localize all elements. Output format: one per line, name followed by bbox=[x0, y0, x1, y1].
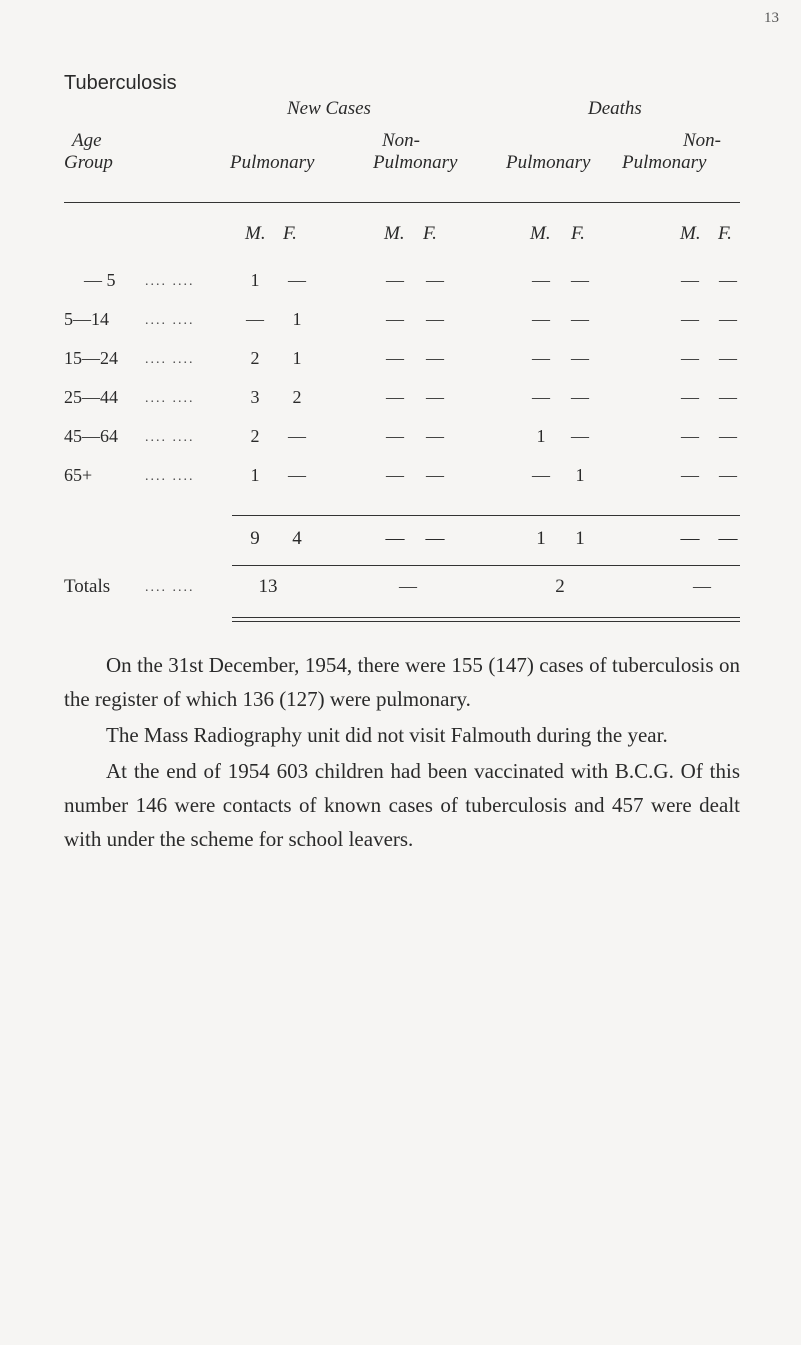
table-cell: — bbox=[719, 348, 737, 368]
table-cell: — bbox=[386, 465, 404, 485]
table-cell: — bbox=[719, 309, 737, 329]
total-deaths-pulmonary: 2 bbox=[555, 576, 565, 597]
table-cell: — bbox=[681, 270, 699, 290]
table-cell: — bbox=[426, 309, 444, 329]
table-cell: — bbox=[571, 309, 589, 329]
header-pulmonary-2: Pulmonary bbox=[506, 152, 591, 173]
total-new-non-pulmonary: — bbox=[399, 576, 417, 596]
header-pulmonary-1: Pulmonary bbox=[230, 152, 315, 173]
table-cell: 2 bbox=[292, 387, 302, 407]
subtotal-cell: — bbox=[680, 528, 700, 549]
double-rule-bottom bbox=[232, 621, 740, 622]
leader-dots: .... .... bbox=[145, 313, 195, 328]
table-cell: — bbox=[719, 387, 737, 407]
table-cell: 1 bbox=[536, 426, 546, 446]
section-title: Tuberculosis bbox=[64, 72, 177, 94]
header-group: Group bbox=[64, 152, 113, 173]
header-f: F. bbox=[718, 223, 732, 244]
table-cell: 1 bbox=[292, 348, 302, 368]
totals-label: Totals bbox=[64, 576, 111, 597]
row-label: 45—64 bbox=[64, 426, 118, 446]
header-m: M. bbox=[530, 223, 551, 244]
table-cell: — bbox=[571, 270, 589, 290]
header-age: Age bbox=[72, 130, 102, 151]
table-cell: 1 bbox=[575, 465, 585, 485]
table-cell: — bbox=[571, 348, 589, 368]
table-cell: — bbox=[532, 270, 550, 290]
page-number: 13 bbox=[764, 10, 779, 26]
header-f: F. bbox=[283, 223, 297, 244]
leader-dots: .... .... bbox=[145, 274, 195, 289]
total-deaths-non-pulmonary: — bbox=[693, 576, 711, 596]
table-cell: 1 bbox=[250, 270, 260, 290]
table-cell: — bbox=[386, 426, 404, 446]
subtotal-cell: 9 bbox=[250, 528, 260, 549]
table-cell: — bbox=[681, 465, 699, 485]
paragraph: On the 31st December, 1954, there were 155 (147) cases of tuberculosis on the register of which 136 (127) were pulmonary. bbox=[64, 653, 740, 711]
header-non-pulmonary-2: Pulmonary bbox=[622, 152, 707, 173]
table-cell: — bbox=[532, 465, 550, 485]
header-new-cases: New Cases bbox=[287, 98, 371, 119]
table-cell: — bbox=[386, 348, 404, 368]
subtotal-cell: 4 bbox=[292, 528, 302, 549]
table-cell: — bbox=[681, 309, 699, 329]
table-cell: — bbox=[426, 348, 444, 368]
paragraph: The Mass Radiography unit did not visit Falmouth during the year. bbox=[106, 723, 668, 747]
table-cell: — bbox=[571, 426, 589, 446]
table-cell: — bbox=[681, 426, 699, 446]
leader-dots: .... .... bbox=[145, 352, 195, 367]
table-cell: — bbox=[426, 387, 444, 407]
header-f: F. bbox=[423, 223, 437, 244]
leader-dots: .... .... bbox=[145, 469, 195, 484]
row-label: 5—14 bbox=[64, 309, 109, 329]
table-cell: — bbox=[719, 270, 737, 290]
table-cell: 1 bbox=[292, 309, 302, 329]
totals-dots: .... .... bbox=[145, 580, 195, 595]
leader-dots: .... .... bbox=[145, 391, 195, 406]
header-non-pulmonary-1: Pulmonary bbox=[373, 152, 458, 173]
row-label: 65+ bbox=[64, 465, 93, 485]
table-cell: 3 bbox=[250, 387, 260, 407]
table-cell: 2 bbox=[250, 348, 260, 368]
body-text bbox=[64, 648, 740, 856]
header-rule bbox=[64, 202, 740, 203]
table-cell: 2 bbox=[250, 426, 260, 446]
table-cell: — bbox=[426, 270, 444, 290]
header-m: M. bbox=[384, 223, 405, 244]
totals-rule bbox=[232, 565, 740, 566]
double-rule-top bbox=[232, 617, 740, 618]
header-m: M. bbox=[680, 223, 701, 244]
table-cell: — bbox=[681, 387, 699, 407]
subtotal-cell: — bbox=[385, 528, 405, 549]
subtotal-cell: 1 bbox=[575, 528, 585, 549]
table-cell: — bbox=[386, 387, 404, 407]
table-cell: — bbox=[532, 387, 550, 407]
table-cell: — bbox=[386, 270, 404, 290]
header-f: F. bbox=[571, 223, 585, 244]
table-cell: — bbox=[288, 426, 306, 446]
header-m: M. bbox=[245, 223, 266, 244]
leader-dots: .... .... bbox=[145, 430, 195, 445]
table-cell: — bbox=[288, 465, 306, 485]
subtotal-cell: — bbox=[425, 528, 445, 549]
row-label: 15—24 bbox=[64, 348, 118, 368]
table-cell: — bbox=[719, 426, 737, 446]
table-cell: — bbox=[246, 309, 264, 329]
table-cell: — bbox=[288, 270, 306, 290]
table-cell: — bbox=[719, 465, 737, 485]
table-cell: 1 bbox=[250, 465, 260, 485]
subtotal-cell: 1 bbox=[536, 528, 546, 549]
table-cell: — bbox=[426, 426, 444, 446]
table-cell: — bbox=[532, 348, 550, 368]
total-new-pulmonary: 13 bbox=[258, 576, 278, 597]
paragraph: At the end of 1954 603 children had been vaccinated with B.C.G. Of this number 146 were contacts of known cases of tuberculosis and 457 were dealt with under the scheme for school leavers. bbox=[64, 759, 740, 851]
table-cell: — bbox=[426, 465, 444, 485]
table-cell: — bbox=[681, 348, 699, 368]
row-label: 25—44 bbox=[64, 387, 118, 407]
subtotal-rule bbox=[232, 515, 740, 516]
header-non-1: Non- bbox=[382, 130, 420, 151]
subtotal-cell: — bbox=[718, 528, 738, 549]
header-non-2: Non- bbox=[683, 130, 721, 151]
table-cell: — bbox=[532, 309, 550, 329]
header-deaths: Deaths bbox=[588, 98, 642, 119]
table-cell: — bbox=[386, 309, 404, 329]
row-label: — 5 bbox=[84, 270, 116, 290]
table-cell: — bbox=[571, 387, 589, 407]
